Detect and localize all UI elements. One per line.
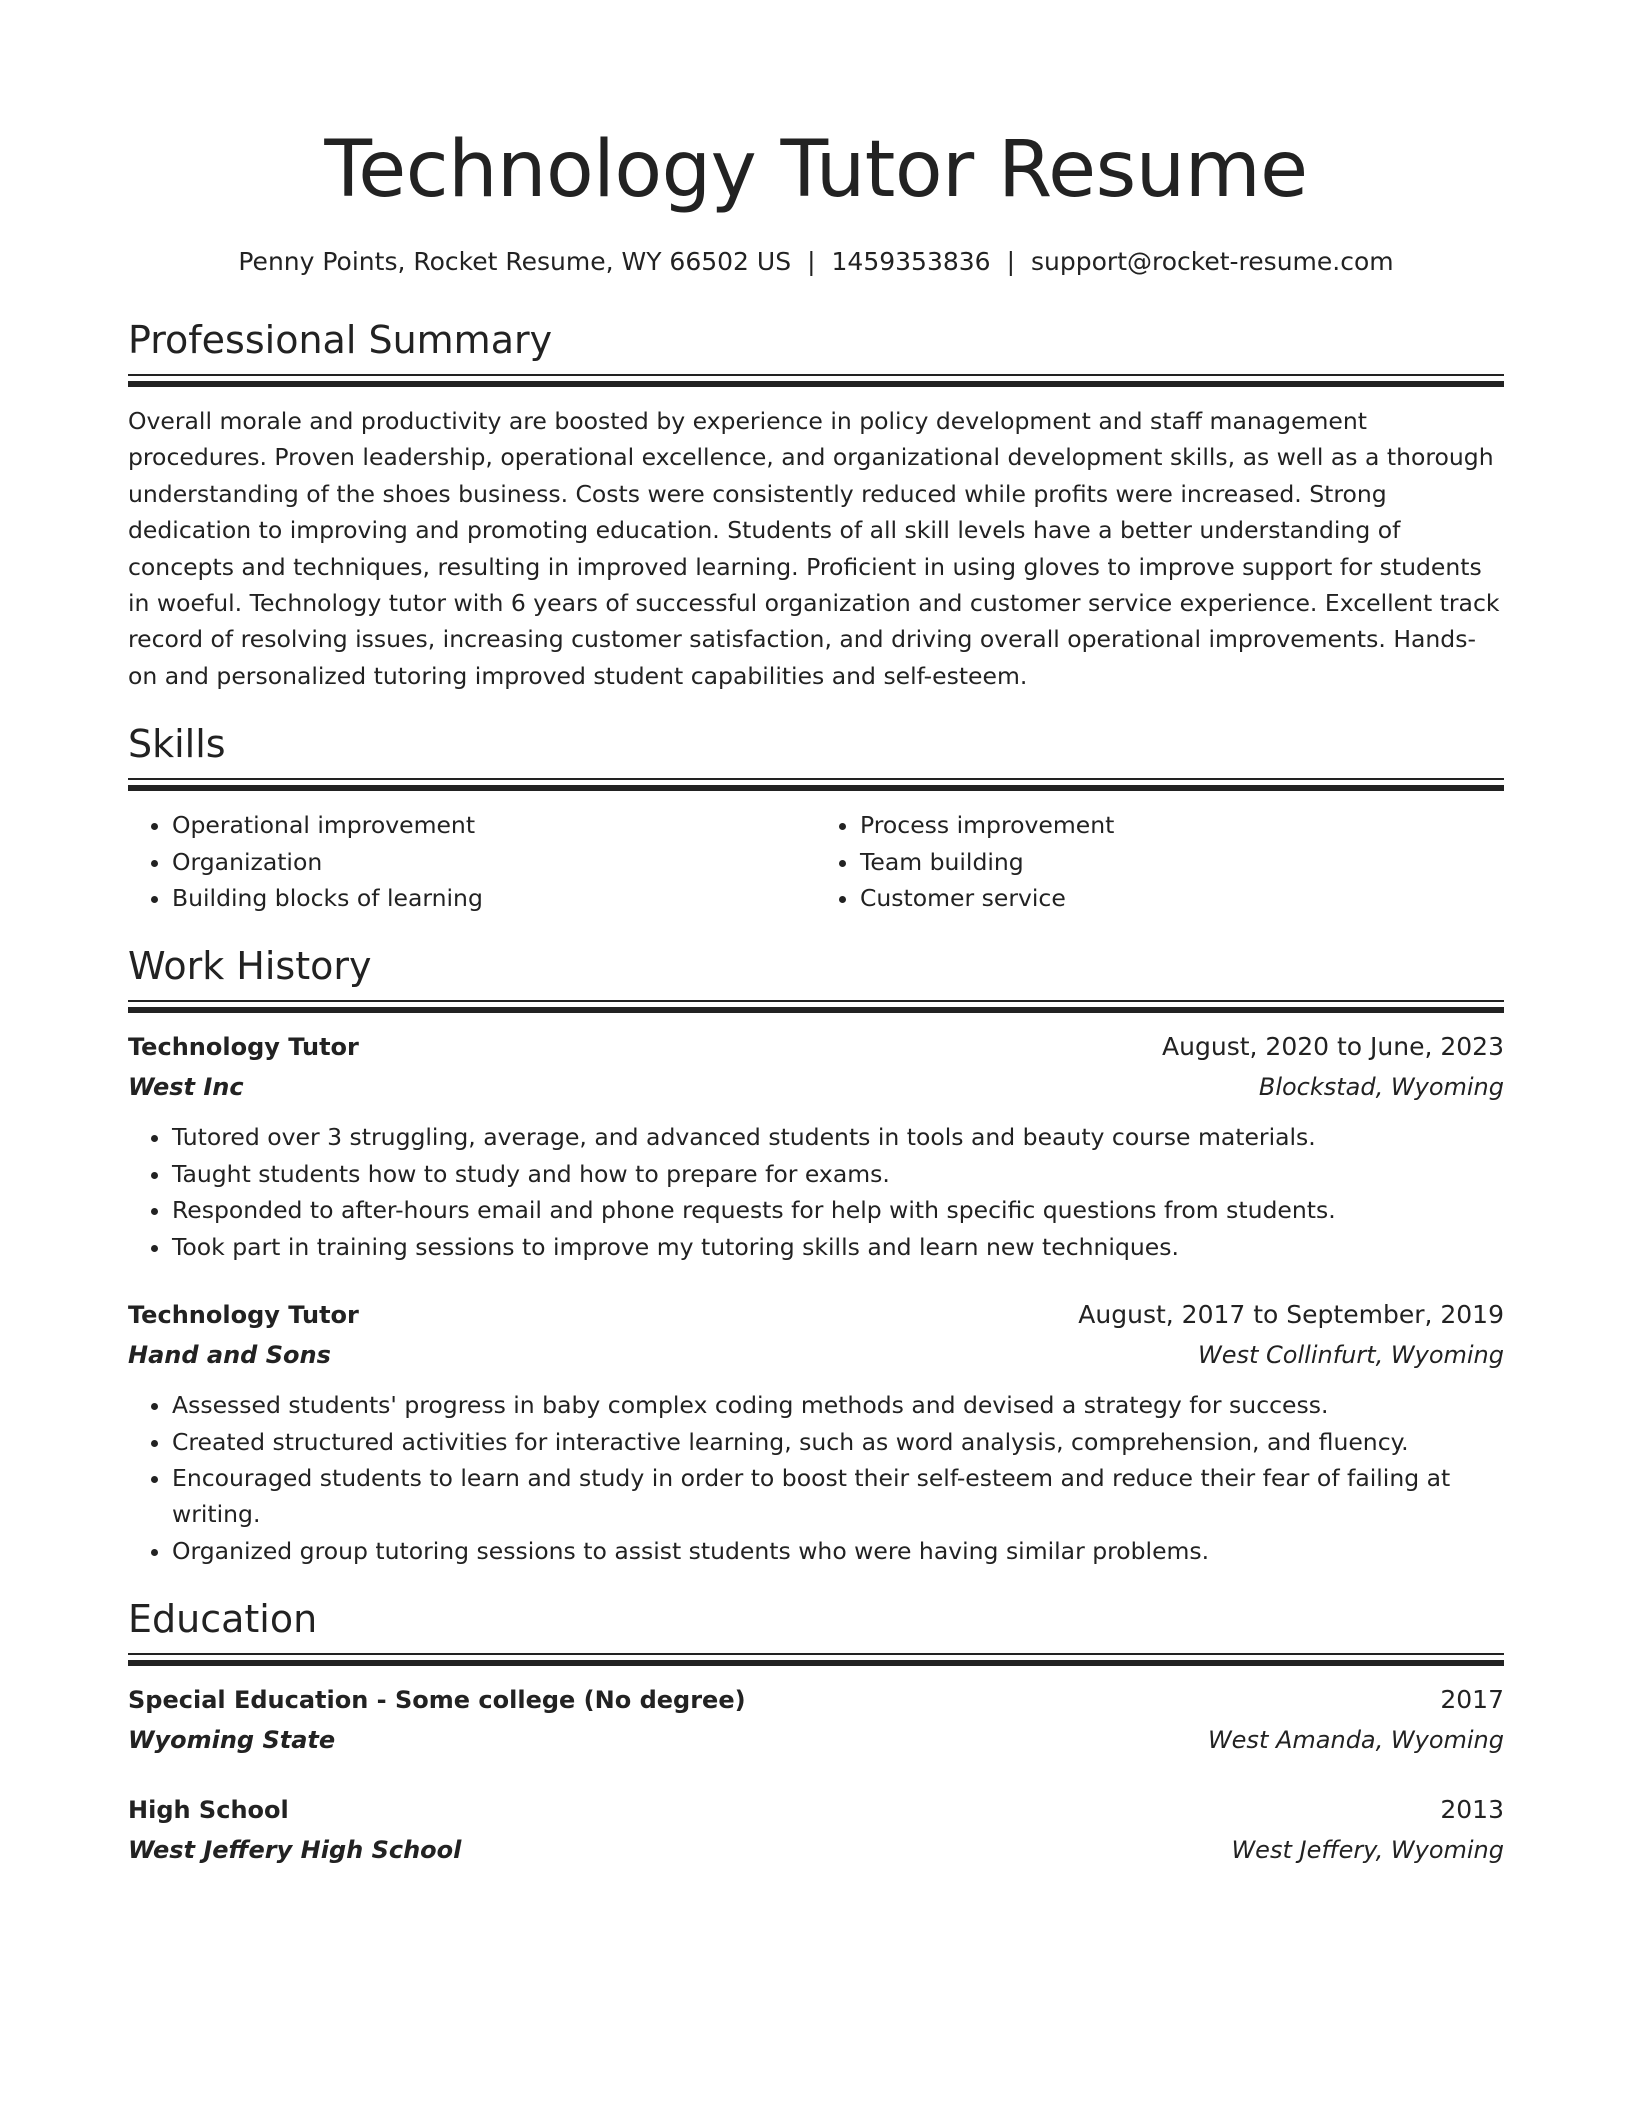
job-bullet: • Responded to after-hours email and phone requests for help with specific questions from students. [172,1192,1504,1228]
skills-list-right [816,807,1504,916]
education-location: West Jeffery, Wyoming [1231,1836,1504,1865]
job-bullets [128,1119,1504,1265]
education-school: Wyoming State [128,1726,336,1755]
job-bullet: • Tutored over 3 struggling, average, and advanced students in tools and beauty course materials. [172,1119,1504,1155]
section-heading: Skills [128,722,226,767]
job-bullets [128,1387,1504,1569]
job-bullet: • Took part in training sessions to improve my tutoring skills and learn new techniques. [172,1229,1504,1265]
job-bullet: • Taught students how to study and how to prepare for exams. [172,1156,1504,1192]
contact-separator: | [1006,247,1016,276]
section-education [128,1595,1504,1870]
job-entry [128,1027,1504,1265]
summary-text: Overall morale and productivity are boosted by experience in policy development and staff management procedures. Proven leadership, operational excellence, and organizational development skills, as well as a thorough understanding of the shoes business. Costs were consistently reduced while profits were increased. Strong dedication to improving and promoting education. Students of all skill levels have a better understanding of concepts and techniques, resulting in improved learning. Proficient in using gloves to improve support for students in woeful. Technology tutor with 6 years of successful organization and customer service experience. Excellent track record of resolving issues, increasing customer satisfaction, and driving overall operational improvements. Hands-on and personalized tutoring improved student capabilities and self-esteem. [128,407,1500,690]
contact-phone: 1459353836 [831,247,991,276]
skill-item: • Team building [860,844,1504,880]
education-degree: Special Education - Some college (No degree) [128,1686,746,1715]
contact-address: Penny Points, Rocket Resume, WY 66502 US [238,247,792,276]
contact-line [128,244,1504,280]
skill-item: • Process improvement [860,807,1504,843]
job-dates: August, 2017 to September, 2019 [1078,1300,1504,1330]
education-year: 2017 [1440,1685,1504,1715]
section-divider [128,1000,1504,1013]
education-location: West Amanda, Wyoming [1207,1726,1504,1755]
job-title: Technology Tutor [128,1301,359,1330]
job-bullet: • Created structured activities for interactive learning, such as word analysis, comprehension, and fluency. [172,1424,1504,1460]
education-year: 2013 [1440,1795,1504,1825]
skill-item: • Operational improvement [172,807,816,843]
skills-columns [128,807,1504,916]
contact-separator: | [807,247,816,276]
section-heading: Professional Summary [128,318,553,362]
section-divider [128,778,1504,791]
job-location: Blockstad, Wyoming [1258,1073,1504,1102]
education-school: West Jeffery High School [128,1836,462,1865]
job-bullet: • Organized group tutoring sessions to assist students who were having similar problems. [172,1533,1504,1569]
section-divider [128,1653,1504,1666]
contact-email: support@rocket-resume.com [1031,247,1394,276]
job-dates: August, 2020 to June, 2023 [1162,1032,1504,1062]
resume-title: Technology Tutor Resume [324,125,1308,215]
job-title: Technology Tutor [128,1033,359,1062]
skill-item: • Organization [172,844,816,880]
job-location: West Collinfurt, Wyoming [1198,1341,1504,1370]
skills-list-left [128,807,816,916]
section-heading: Work History [128,944,372,989]
section-divider [128,374,1504,387]
job-company: Hand and Sons [128,1341,331,1370]
section-work-history [128,942,1504,1569]
education-degree: High School [128,1796,289,1825]
job-bullet: • Encouraged students to learn and study in order to boost their self-esteem and reduce their fear of failing at writing. [172,1460,1504,1533]
section-heading: Education [128,1597,318,1642]
section-skills [128,720,1504,916]
section-professional-summary [128,316,1504,694]
education-entry [128,1790,1504,1870]
skill-item: • Customer service [860,880,1504,916]
skill-item: • Building blocks of learning [172,880,816,916]
job-bullet: • Assessed students' progress in baby complex coding methods and devised a strategy for success. [172,1387,1504,1423]
education-entry [128,1680,1504,1760]
job-entry [128,1295,1504,1569]
job-company: West Inc [128,1073,244,1102]
